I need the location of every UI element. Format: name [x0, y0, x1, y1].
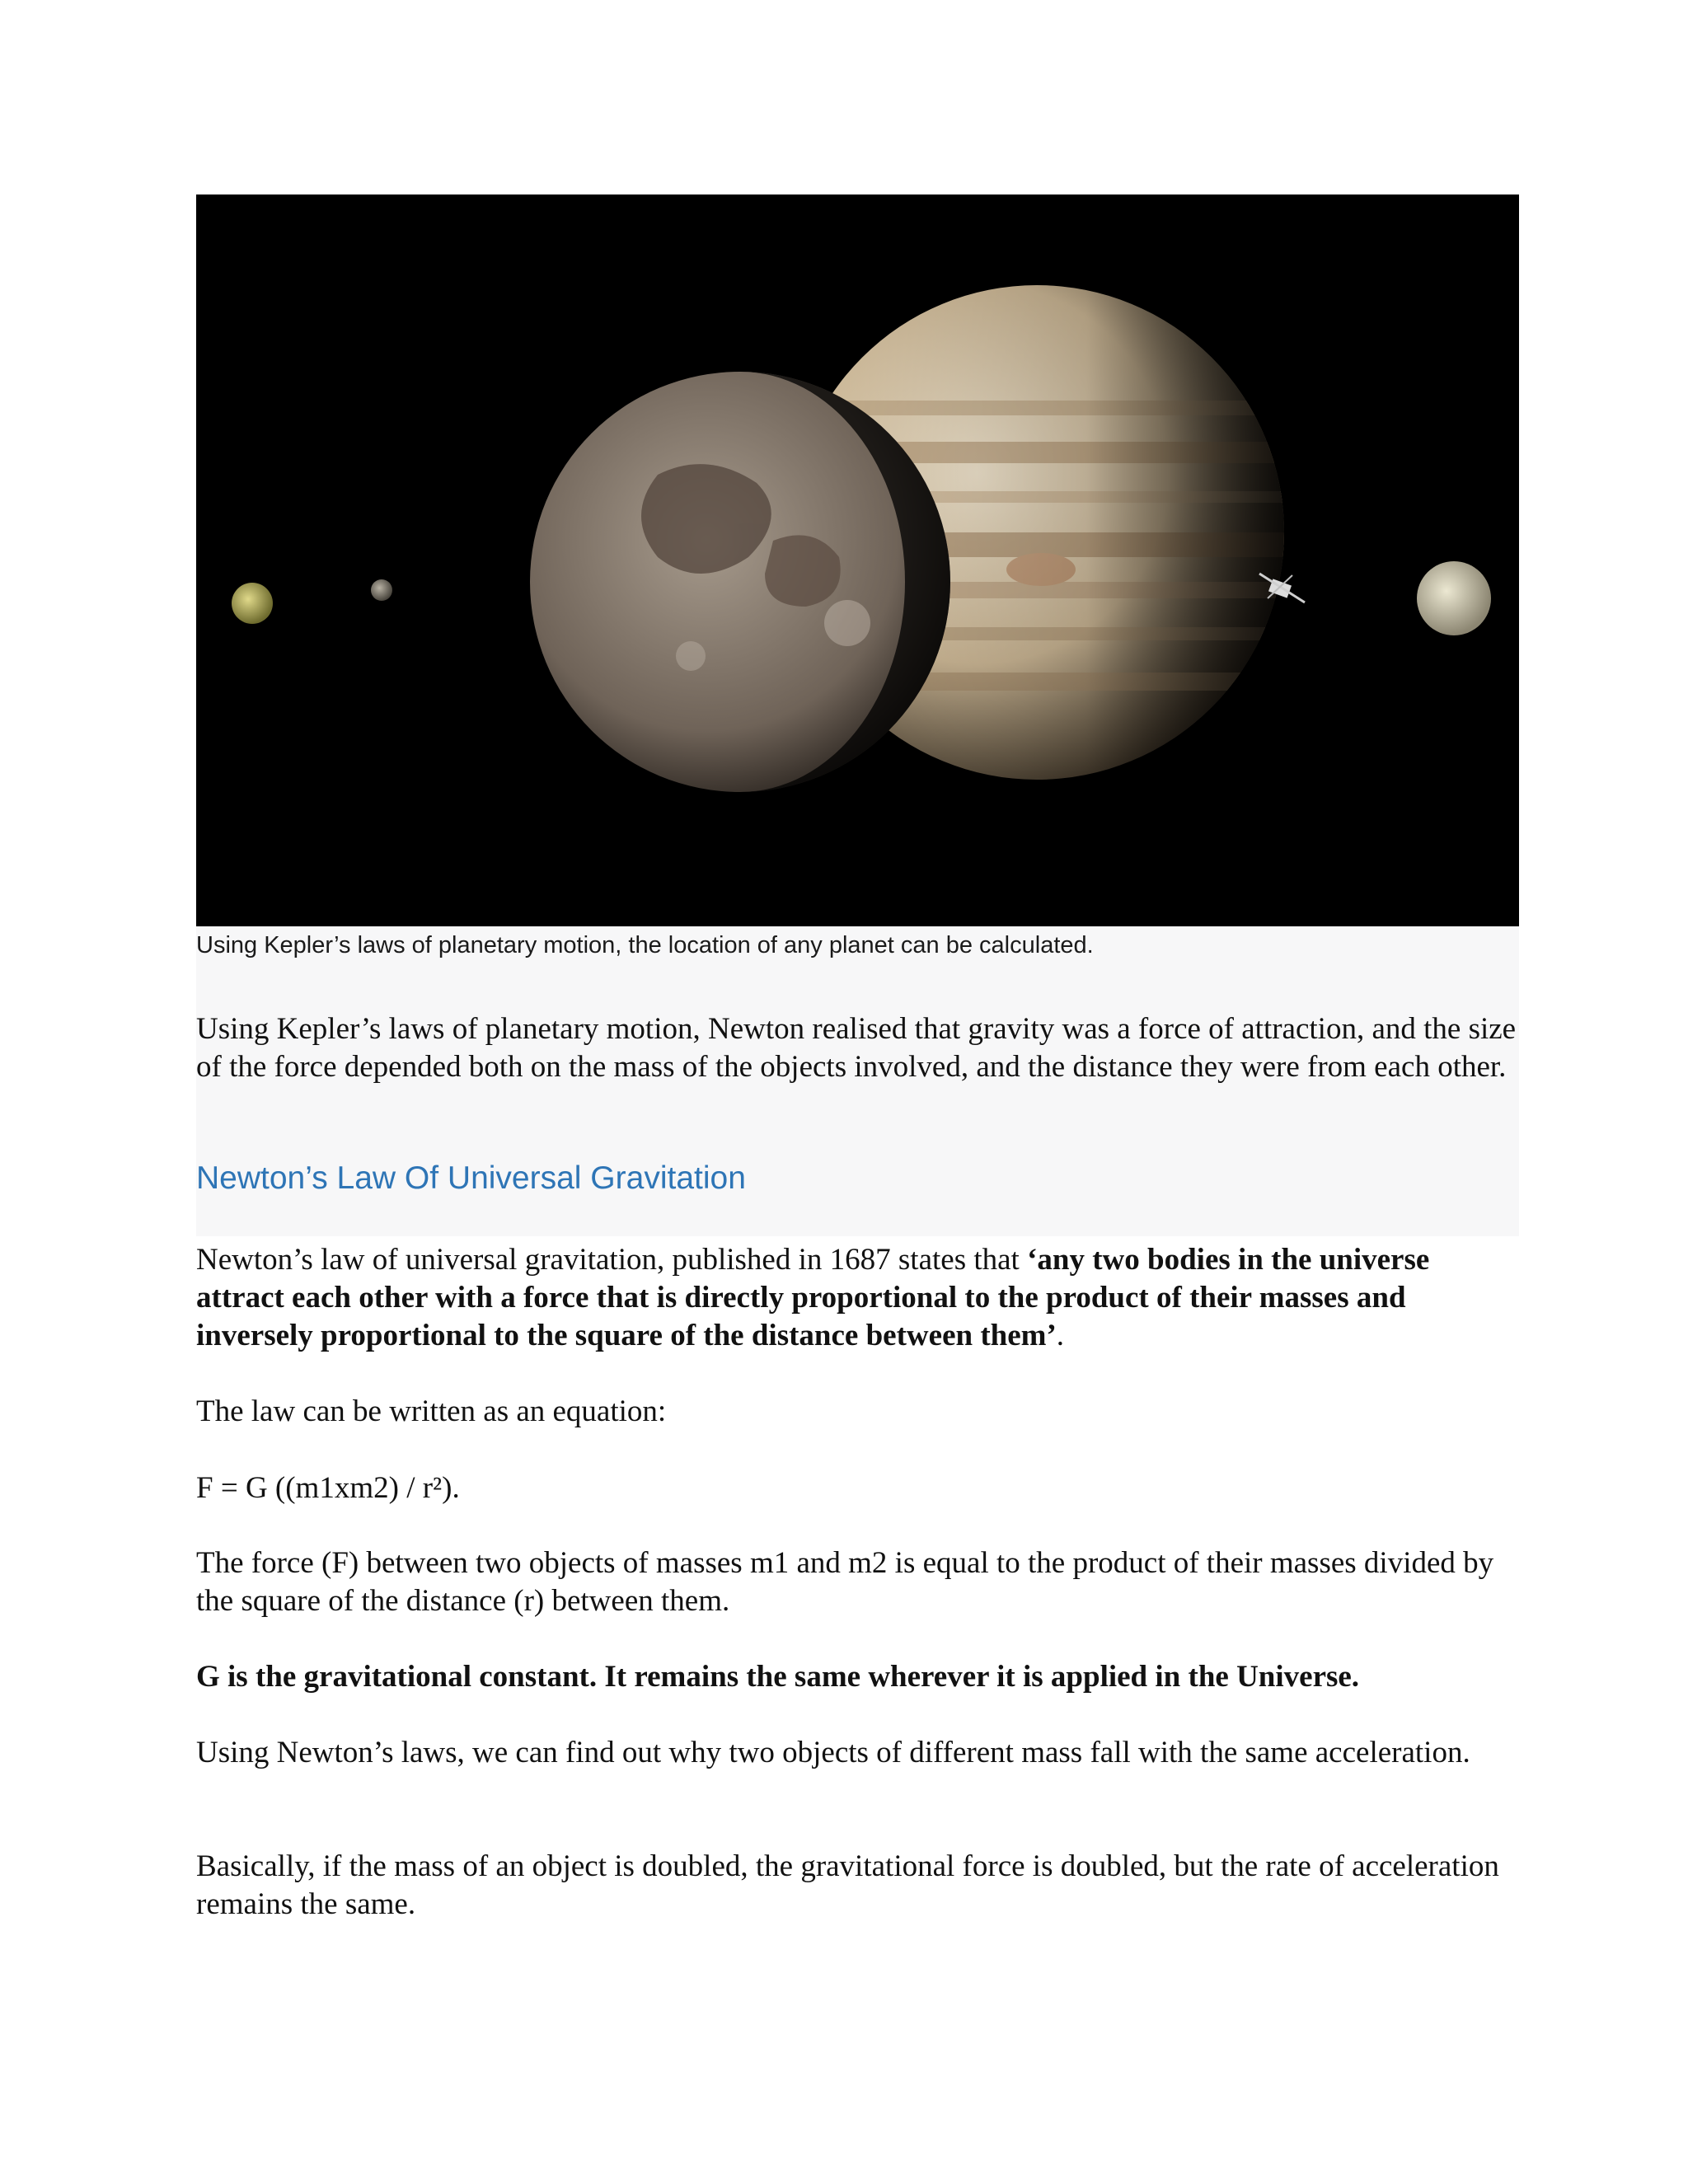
ganymede-moon — [530, 372, 950, 792]
law-paragraph — [196, 1241, 1519, 1355]
europa-moon — [1417, 561, 1491, 635]
io-moon — [232, 583, 273, 624]
section-heading: Newton’s Law Of Universal Gravitation — [196, 1160, 746, 1196]
planets-illustration — [196, 194, 1519, 926]
newton-laws-paragraph: Using Newton’s laws, we can find out why two objects of different mass fall with the same acceleration. — [196, 1736, 1470, 1769]
image-caption: Using Kepler’s laws of planetary motion, the location of any planet can be calculated. — [196, 932, 1094, 958]
jupiter-moons-image — [196, 194, 1519, 926]
gravity-equation: F = G ((m1xm2) / r²). — [196, 1471, 460, 1505]
law-statement: ‘any two bodies in the universe attract each other with a force that is directly proportional to the product of their masses and inversely proportional to the square of the distance between them’ — [196, 1243, 1430, 1352]
constant-statement: G is the gravitational constant. It remains the same wherever it is applied in the Universe. — [196, 1660, 1360, 1694]
law-suffix: . — [1056, 1319, 1065, 1352]
intro-paragraph: Using Kepler’s laws of planetary motion, Newton realised that gravity was a force of attraction, and the size of the force depended both on the mass of the objects involved, and the distance they were from each other. — [196, 1012, 1517, 1084]
force-explanation: The force (F) between two objects of masses m1 and m2 is equal to the product of their masses divided by the square of the distance (r) between them. — [196, 1546, 1494, 1618]
conclusion-paragraph: Basically, if the mass of an object is doubled, the gravitational force is doubled, but the rate of acceleration remains the same. — [196, 1849, 1499, 1921]
equation-intro: The law can be written as an equation: — [196, 1394, 667, 1428]
law-prefix: Newton’s law of universal gravitation, published in 1687 states that — [196, 1243, 1028, 1277]
small-moon — [371, 579, 392, 601]
